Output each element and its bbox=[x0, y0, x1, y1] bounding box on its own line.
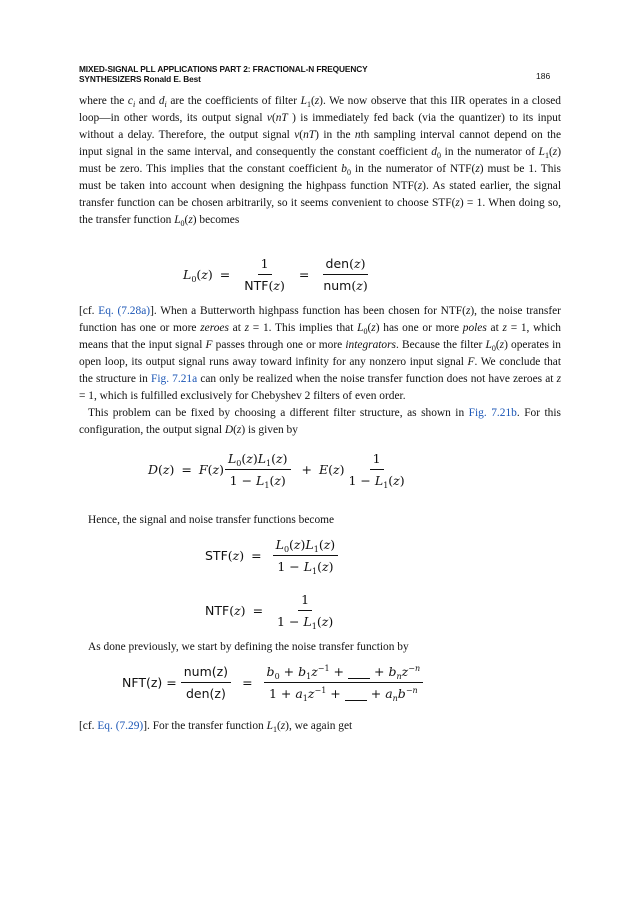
link-eq-7-28a[interactable]: Eq. (7.28a) bbox=[98, 305, 151, 317]
paragraph-3: Hence, the signal and noise transfer functions become bbox=[88, 514, 335, 526]
running-header bbox=[79, 64, 559, 84]
equation-d: D(z) = F(z) $\frac{L_0(z)L_1(z)}{1 - L_1(z)}$ + E(z) $\frac{1}{1 - L_1(z)}$ bbox=[148, 451, 405, 490]
equation-nft-num: num(z) bbox=[181, 664, 231, 683]
equation-nft-den: den(z) bbox=[185, 686, 226, 701]
equation-l0: $L_0(z)$ = $\frac{1}{\text{NTF(z)}}$ = $\frac{\text{den(z)}}{\text{num(z)}}$ bbox=[183, 256, 368, 293]
paragraph-5: [cf. Eq. (7.29)]. For the transfer function $L_1(z)$, we again get bbox=[79, 720, 353, 734]
equation-stf: STF(z) = $\frac{L_0(z)L_1(z)}{1 - L_1(z)}$ bbox=[205, 537, 342, 574]
paragraph-2: [cf. Eq. (7.28a)]. When a Butterworth highpass function has been chosen for NTF(z), the noise transfer function has one or more zeroes at z = 1. This implies that $L_0(z)$ has one or more poles at z = 1, which means that the input signal F passes through one or more integrators. Because the filter $L_0(z)$ operates in open loop, its output signal runs away toward infinity for any nonzero input signal F. We conclude that the structure in Fig. 7.21a can only be realized when the noise transfer function does not have zeroes at z = 1, which is fulfilled exclusively for Chebyshev 2 filters of even order. This problem can be fixed by choosing a different filter structure, as shown in Fig. 7.21b. For this configuration, the output signal D(z) is given by bbox=[79, 305, 562, 436]
header-line-2: SYNTHESIZERS Ronald E. Best bbox=[79, 74, 201, 84]
equation-nft: NFT(z) = $\frac{\text{num(z)}}{\text{den(z)}}$ = $\frac{b_0 + b_1z^{-1} + + b_nz^{-n}}{1 + a_1z^{-1} + + a_nb^{-n}}$ bbox=[122, 664, 427, 701]
page-number: 186 bbox=[536, 71, 551, 81]
header-line-1: MIXED-SIGNAL PLL APPLICATIONS PART 2: FRACTIONAL-N FREQUENCY bbox=[79, 64, 368, 74]
link-fig-7-21a[interactable]: Fig. 7.21a bbox=[151, 373, 198, 385]
link-fig-7-21b[interactable]: Fig. 7.21b bbox=[468, 407, 517, 419]
link-eq-7-29[interactable]: Eq. (7.29) bbox=[97, 720, 144, 732]
paragraph-1: where the $c_i$ and $d_i$ are the coefficients of filter $L_1(z)$. We now observe that this IIR operates in a closed loop—in other words, its output signal v(nT ) is immediately fed back (via the quantizer) to its input without a delay. Therefore, the output signal v(nT) in the nth sampling interval cannot depend on the input signal in the same interval, and consequently the constant coefficient $d_0$ in the numerator of $L_1(z)$ must be zero. This implies that the constant coefficient $b_0$ in the numerator of NTF(z) must be 1. This must be taken into account when designing the highpass function NTF(z). As stated earlier, the signal transfer function can be chosen arbitrarily, so it seems convenient to choose STF(z) = 1. When doing so, the transfer function $L_0(z)$ becomes bbox=[79, 95, 562, 228]
paragraph-4: As done previously, we start by defining the noise transfer function by bbox=[88, 641, 409, 653]
equation-ntf: NTF(z) = $\frac{1}{1 - L_1(z)}$ bbox=[205, 592, 334, 631]
equation-nft-lhs: NFT(z) = bbox=[122, 675, 177, 690]
